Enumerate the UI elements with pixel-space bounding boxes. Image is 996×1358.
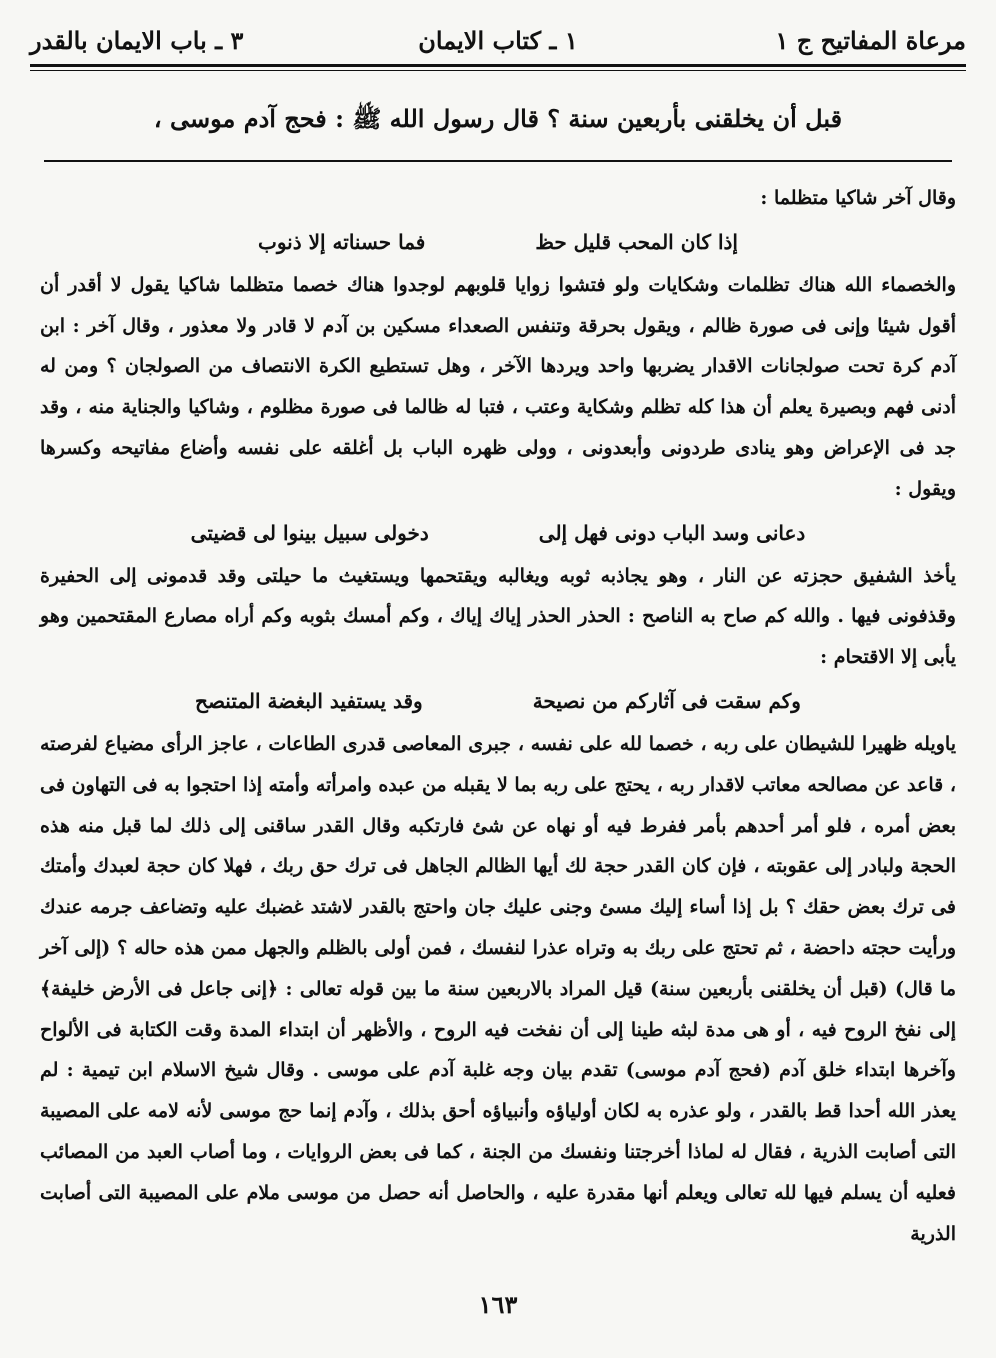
paragraph-intro: وقال آخر شاكيا متظلما : bbox=[760, 187, 956, 209]
paragraph-3: يأخذ الشفيق حجزته عن النار ، وهو يجاذبه ثوبه ويغالبه ويقتحمها ويستغيث ما حيلتى وقد قدمونى إلى الحفيرة وقذفونى فيها . والله كم صاح به الناصح : الحذر الحذر إياك إياك ، وكم أمسك بثوبه وكم أراه مصارع المقتحمين وهو يأبى إلا الاقتحام : bbox=[40, 564, 956, 669]
running-header bbox=[30, 18, 966, 68]
footnote-separator bbox=[44, 160, 952, 162]
paragraph-4: ياويله ظهيرا للشيطان على ربه ، خصما لله على نفسه ، جبرى المعاصى قدرى الطاعات ، عاجز الرأى مضياع لفرصته ، قاعد عن مصالحه معاتب لاقدار ربه ، يحتج على ربه بما لا يقبله من عبده وامرأته وأمته إذا احتجوا به فى التهاون فى بعض أمره ، فلو أمر أحدهم بأمر ففرط فيه أو نهاه عن شئ فارتكبه وقال القدر ساقنى إلى ذلك لما قبل منه هذه الحجة ولبادر إلى عقوبته ، فإن كان القدر حجة لك أيها الظالم الجاهل فى ترك حق ربك ، فهلا كان حجة لعبدك وأمتك فى ترك بعض حقك ؟ بل إذا أساء إليك مسئ وجنى عليك جان واحتج بالقدر لاشتد غضبك عليه وتضاعف جرمه عندك ورأيت حجته داحضة ، ثم تحتج على ربك به وتراه عذرا لنفسك ، فمن أولى بالظلم والجهل ممن هذه حاله ؟ (إلى آخر ما قال) (قبل أن يخلقنى بأربعين سنة) قيل المراد بالاربعين سنة ما بين قوله تعالى : ﴿إنى جاعل فى الأرض خليفة﴾ إلى نفخ الروح فيه ، أو هى مدة لبثه طينا إلى أن نفخت فيه الروح ، والأظهر أن ابتداء المدة وقت الكتابة فى الألواح وآخرها ابتداء خلق آدم (فحج آدم موسى) تقدم بيان وجه غلبة آدم على موسى . وقال شيخ الاسلام ابن تيمية : لم يعذر الله أحدا قط بالقدر ، ولو عذره به لكان أولياؤه وأنبياؤه أحق بذلك ، وآدم إنما حج موسى لأنه لامه على المصيبة التى أصابت الذرية ، فقال له لماذا أخرجتنا ونفسك من الجنة ، كما فى بعض الروايات ، وما أصاب العبد من المصائب فعليه أن يسلم فيها لله تعالى ويعلم أنها مقدرة عليه ، والحاصل أنه حصل من موسى ملام على المصيبة التى أصابت الذرية bbox=[40, 732, 956, 1245]
verse-2-second-hemistich: دخولى سبيل بينوا لى قضيتى bbox=[190, 520, 429, 545]
verse-3-second-hemistich: وقد يستفيد البغضة المتنصح bbox=[195, 688, 423, 713]
paragraph-2: والخصماء الله هناك تظلمات وشكايات ولو فتشوا زوايا قلوبهم لوجدوا هناك خصما متظلما شاكيا يقول لا أقدر أن أقول شيئا وإنى فى صورة ظالم ، ويقول بحرقة وتنفس الصعداء مسكين بن آدم لا قادر ولا معذور ، وقال آخر : ابن آدم كرة تحت صولجانات الاقدار يضربها واحد ويردها الآخر ، وهل تستطيع الكرة الانتصاف من الصولجان ؟ ومن له أدنى فهم وبصيرة يعلم أن هذا كله تظلم وشكاية وعتب ، فتبا له ظالما فى صورة مظلوم ، وشاكيا والجناية منه ، وقد جد فى الإعراض وهو ينادى طردونى وأبعدونى ، وولى ظهره الباب بل أغلقه على نفسه وأضاع مفاتيحه وكسرها ويقول : bbox=[40, 273, 957, 500]
header-chapter: ١ ـ كتاب الايمان bbox=[418, 26, 578, 55]
verse-2-first-hemistich: دعانى وسد الباب دونى فهل إلى bbox=[538, 520, 806, 545]
hadith-text: قبل أن يخلقنى بأربعين سنة ؟ قال رسول الله ﷺ : فحج آدم موسى ، bbox=[153, 104, 843, 133]
page-number: ١٦٣ bbox=[478, 1290, 518, 1319]
verse-1-first-hemistich: إذا كان المحب قليل حظ bbox=[535, 229, 738, 254]
poetry-verse-1 bbox=[40, 219, 956, 265]
header-section: ٣ ـ باب الايمان بالقدر bbox=[30, 26, 244, 55]
header-rule-thick bbox=[30, 64, 966, 67]
poetry-verse-2 bbox=[40, 510, 956, 556]
poetry-verse-3 bbox=[40, 678, 956, 724]
header-book-title: مرعاة المفاتيح ج ١ bbox=[775, 26, 966, 55]
header-rule-thin bbox=[30, 70, 966, 71]
verse-1-second-hemistich: فما حسناته إلا ذنوب bbox=[258, 229, 426, 254]
verse-3-first-hemistich: وكم سقت فى آثاركم من نصيحة bbox=[532, 688, 801, 713]
commentary-body bbox=[40, 178, 956, 1254]
